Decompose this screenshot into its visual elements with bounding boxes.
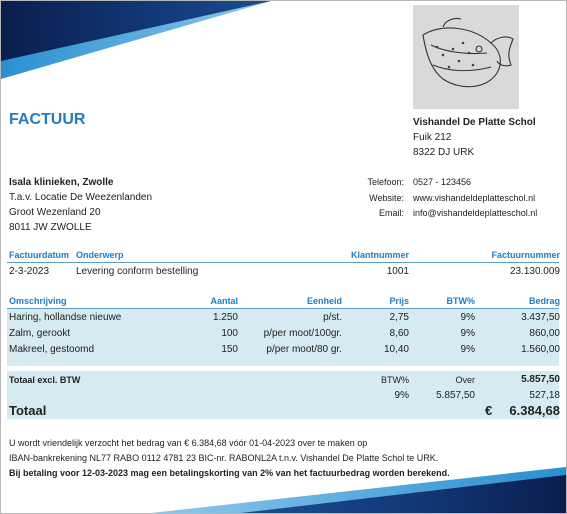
website-link[interactable]: www.vishandeldeplatteschol.nl xyxy=(413,193,536,203)
total-value: 6.384,68 xyxy=(509,403,560,418)
vat-rate: 9% xyxy=(394,390,409,401)
vendor-street: Fuik 212 xyxy=(413,132,452,143)
subtotal-value: 5.857,50 xyxy=(521,374,560,385)
col-vat: BTW% xyxy=(446,296,475,306)
meta-rule xyxy=(7,262,559,263)
col-unit: Eenheid xyxy=(306,296,342,306)
customer-number: 1001 xyxy=(386,266,409,277)
row-description: Haring, hollandse nieuwe xyxy=(9,312,122,323)
bank-details: IBAN-bankrekening NL77 RABO 0112 4781 23 BIC-nr. RABONL2A t.n.v. Vishandel De Platte Schol te URK. xyxy=(9,453,439,463)
col-price: Prijs xyxy=(389,296,409,306)
row-description: Zalm, gerookt xyxy=(9,328,71,339)
payment-request: U wordt vriendelijk verzocht het bedrag van € 6.384,68 vóór 01-04-2023 over te maken op xyxy=(9,438,368,448)
customer-no-header: Klantnummer xyxy=(350,250,409,260)
col-description: Omschrijving xyxy=(9,296,67,306)
customer-name: Isala klinieken, Zwolle xyxy=(9,177,114,188)
invoice-no-header: Factuurnummer xyxy=(491,250,560,260)
total-label: Totaal xyxy=(9,403,47,418)
customer-attn: T.a.v. Locatie De Weezenlanden xyxy=(9,192,153,203)
fish-logo xyxy=(413,5,519,109)
subtotal-label: Totaal excl. BTW xyxy=(9,375,81,385)
row-price: 2,75 xyxy=(389,312,409,323)
currency-symbol: € xyxy=(485,403,493,418)
invoice-title: FACTUUR xyxy=(9,111,86,128)
col-amount: Bedrag xyxy=(528,296,560,306)
invoice-subject: Levering conform bestelling xyxy=(76,266,199,277)
customer-street: Groot Wezenland 20 xyxy=(9,207,101,218)
row-qty: 1.250 xyxy=(212,312,238,323)
row-amount: 860,00 xyxy=(529,328,560,339)
row-amount: 3.437,50 xyxy=(521,312,560,323)
phone-label: Telefoon: xyxy=(367,177,404,187)
discount-note: Bij betaling voor 12-03-2023 mag een betalingskorting van 2% van het factuurbedrag worden berekend. xyxy=(9,468,450,478)
row-unit: p/per moot/100gr. xyxy=(263,328,342,339)
row-qty: 150 xyxy=(221,344,238,355)
vat-header: BTW% xyxy=(381,375,409,385)
customer-city: 8011 JW ZWOLLE xyxy=(9,222,92,233)
totals-band xyxy=(7,371,559,419)
row-amount: 1.560,00 xyxy=(521,344,560,355)
vat-amount: 527,18 xyxy=(529,390,560,401)
date-header: Factuurdatum xyxy=(9,250,70,260)
row-price: 8,60 xyxy=(389,328,409,339)
email-label: Email: xyxy=(378,208,404,218)
subject-header: Onderwerp xyxy=(76,250,124,260)
email-link[interactable]: info@vishandeldeplatteschol.nl xyxy=(413,208,538,218)
row-vat: 9% xyxy=(460,344,475,355)
vendor-name: Vishandel De Platte Schol xyxy=(413,117,536,128)
row-price: 10,40 xyxy=(383,344,409,355)
row-qty: 100 xyxy=(221,328,238,339)
row-vat: 9% xyxy=(460,312,475,323)
row-unit: p/st. xyxy=(323,312,342,323)
phone-value: 0527 - 123456 xyxy=(413,177,472,187)
website-label: Website: xyxy=(369,193,404,203)
row-unit: p/per moot/80 gr. xyxy=(266,344,342,355)
invoice-number: 23.130.009 xyxy=(509,266,560,277)
over-header: Over xyxy=(455,375,475,385)
vat-over: 5.857,50 xyxy=(436,390,475,401)
col-qty: Aantal xyxy=(210,296,238,306)
vendor-city: 8322 DJ URK xyxy=(413,147,475,158)
row-description: Makreel, gestoomd xyxy=(9,344,95,355)
invoice-date: 2-3-2023 xyxy=(9,266,50,277)
row-vat: 9% xyxy=(460,328,475,339)
